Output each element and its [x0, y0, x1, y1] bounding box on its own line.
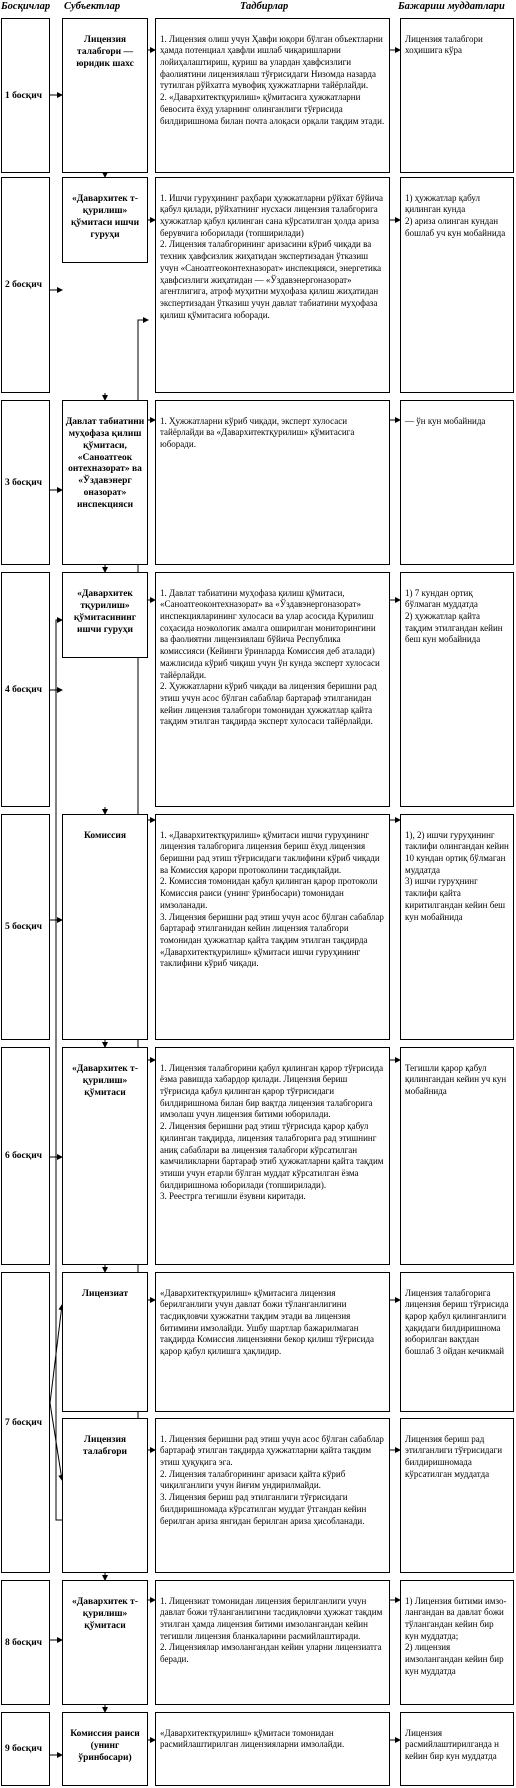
- stage-4-action-text: 1. Давлат табиатини муҳофаза қилиш қўмитаси, «Саноатгеоконтехназорат» ва «Ўздавэнергоназорат» инспекцияларининг хулосаси ва улар асосида Қурилиш соҳасида ноэкологик амалга оширилган мониторингини ва фаолиятни лицензиялаш бўйича Республика комиссияси (Кейинги ўринларда Комиссия деб аталади) мажлисида кўриб чиқиш учун ўн кунда эксперт хулосаси тайёрлайди. 2. Ҳужжатларни кўриб чиқади ва лицензия беришни рад этиш учун асос бўлган сабаблар бартараф этилганидан кейин лицензия талабгори томонидан ҳужжатлар қайта тақдим этилган тақдирда эксперт хулосаси тайёрлайди.: [160, 587, 380, 727]
- stage-9-subject-text: Комиссия раиси (унинг ўринбосари): [70, 1728, 140, 1763]
- stage-1-label: 1 босқич: [5, 90, 43, 101]
- stage-2-action-text: 1. Ишчи гуруҳининг раҳбари ҳужжатларни рўйхат бўйича қабул қилади, рўйхатнинг нусхаси лицензия талабгорига ҳужжатлар қабул қилинган сана кўрсатилган ҳолда ариза берувчига юборилади (топширилади) 2. Лицензия талабгорининг аризасини кўриб чиқади ва техник ҳавфсизлик жиҳатидан экспертизадан ўтказиш учун «Саноатгеоконтехназорат» инспекцияси, энергетика ҳавфсизлиги жиҳатидан — «Ўздавэнергоназорат» агентлигига, атроф муҳитни муҳофаза қилиш жиҳатидан экспертизадан ўтказиш учун давлат табиатини муҳофаза қилиш қўмитасига юборади.: [160, 192, 383, 320]
- stage-5-subject-text: Комиссия: [84, 830, 126, 841]
- stage-3-subject-text: Давлат табиатини муҳофаза қилиш қўмитаси, «Саноатгеок онтехназорат» ва «Ўздавэнерг оназорат» инспекцияси: [65, 416, 145, 510]
- stage-9-action: [155, 1712, 390, 1786]
- stage-7-subject-licensee-text: Лицензиат: [81, 1288, 129, 1299]
- stage-5-action: [155, 814, 390, 1040]
- stage-7-term-applicant: [400, 1418, 514, 1573]
- stage-5-box: [1, 814, 50, 1040]
- stage-6-action-text: 1. Лицензия талабгорини қабул қилинган қарор тўғрисида ёзма равишда хабардор қилади. Лицензия бериш тўғрисида қабул қилинган қарор тўғрисидаги билдиришнома билан бир вақтда лицензия талабгорига имзолаш учун лицензия битими юборилади. 2. Лицензия беришни рад этиш тўғрисида қарор қабул қилинган тақдирда, лицензия талабгорига рад этишнинг аниқ сабаблари ва лицензия талабгори кўрсатилган камчиликларни бартараф этиб ҳужжатларни қайта тақдим этиши учун етарли бўлган муддат кўрсатилган ёзма билдиришнома юборилади (топширилади). 3. Реестрга тегишли ёзувни киритади.: [160, 1062, 384, 1202]
- stage-4-label: 4 босқич: [5, 684, 43, 695]
- stage-6-action: [155, 1047, 390, 1265]
- stage-3-term-text: — ўн кун мобайнида: [405, 415, 486, 426]
- stage-1-action-text: 1. Лицензия олиш учун Ҳавфи юқори бўлган объектларни ҳамда потенциал ҳавфли ишлаб чиқаришларни лойиҳалаштириш, қуриш ва улардан ҳавфсизлиги фаолиятини лицензиялаш тўғрисидаги Низомда назарда тутилган рўйхатга мувофиқ ҳужжатларни тайёрлайди. 2. «Давархитектқурилиш» қўмитасига ҳужжатларни бевосита ёхуд уларнинг олинганлиги тўғрисида билдиришнома билан почта алоқаси орқали тақдим этади.: [160, 33, 385, 126]
- stage-6-box: [1, 1047, 50, 1265]
- stage-7-term-applicant-text: Лицензия бериш рад этилганлиги тўғрисидаги билдиришномада кўрсатилган муддатда: [405, 1433, 503, 1479]
- stage-7-action-applicant: [155, 1418, 390, 1573]
- stage-3-action: [155, 400, 390, 565]
- stage-7-label: 7 босқич: [5, 1417, 43, 1428]
- stage-9-action-text: «Давархитектқурилиш» қўмитаси томонидан расмийлаштирилган лицензияларни имзолайди.: [160, 1727, 345, 1750]
- stage-2-subject: [62, 177, 148, 263]
- stage-2-action: [155, 177, 390, 393]
- stage-8-action: [155, 1580, 390, 1705]
- stage-1-box: [1, 18, 50, 173]
- stage-5-subject: [62, 814, 148, 1040]
- stage-4-subject: [62, 572, 148, 658]
- stage-8-term-text: 1) Лицензия битими имзо-лангандан ва давлат божи тўлангандан кейин бир кун муддатда; 2) лицензия имзолангандан кейин бир кун муддатда: [405, 1595, 507, 1676]
- stage-9-box: [1, 1712, 50, 1786]
- stage-4-box: [1, 572, 50, 807]
- stage-5-term-text: 1), 2) ишчи гуруҳининг таклифи олингандан кейин 10 кундан ортиқ бўлмаган муддатда 3) ишчи гуруҳнинг таклифи қайта киритилгандан кейин беш кун мобайнида: [405, 829, 509, 922]
- stage-2-label: 2 босқич: [5, 280, 43, 290]
- stage-3-subject: [62, 400, 148, 565]
- stage-8-box: [1, 1580, 50, 1705]
- stage-4-term: [400, 572, 514, 807]
- stage-1-action: [155, 18, 390, 173]
- header-terms: Бажариш муддатлари: [398, 1, 505, 12]
- connector-stage7b: [50, 1403, 62, 1480]
- stage-2-subject-text: «Давархитек т-қурилиш» қўмитаси ишчи гуруҳи: [70, 193, 140, 240]
- stage-2-box: [1, 177, 50, 393]
- stage-2-term: [400, 177, 514, 393]
- stage-4-action: [155, 572, 390, 807]
- stage-8-label: 8 босқич: [5, 1637, 43, 1648]
- header-actions: Тадбирлар: [240, 1, 289, 12]
- header-subjects: Субъектлар: [64, 1, 121, 12]
- stage-3-box: [1, 400, 50, 565]
- stage-7-action-applicant-text: 1. Лицензия беришни рад этиш учун асос бўлган сабаблар бартараф этилган тақдирда ҳужжатларни қайта тақдим этиш ҳуқуқига эга. 2. Лицензия талабгорининг аризаси қайта кўриб чиқилганлиги учун йиғим ундирилмайди. 3. Лицензия бериш рад этилганлиги тўғрисидаги билдиришномада кўрсатилган муддат ўтгандан кейин берилган ариза янгидан берилган ариза ҳисобланади.: [160, 1433, 384, 1526]
- stage-7-action-licensee: [155, 1272, 390, 1412]
- stage-4-term-text: 1) 7 кундан ортиқ бўлмаган муддатда 2) ҳужжатлар қайта тақдим этилгандан кейин беш кун мобайнида: [405, 587, 503, 645]
- stage-7-term-licensee-text: Лицензия талабгорига лицензия бериш тўғрисида қарор қабул қилинганлиги ҳақидаги билдиришнома юборилган вақтдан бошлаб 3 ойдан кечикмай: [405, 1287, 509, 1357]
- stage-6-term: [400, 1047, 514, 1265]
- stage-8-term: [400, 1580, 514, 1705]
- stage-6-subject: [62, 1047, 148, 1265]
- stage-3-term: [400, 400, 514, 565]
- stage-2-term-text: 1) ҳужжатлар қабул қилинган кунда 2) ариза олинган кундан бошлаб уч кун мобайнида: [405, 192, 506, 238]
- stage-7-subject-applicant: [62, 1418, 148, 1573]
- stage-1-term-text: Лицензия талабгори хоҳишига кўра: [405, 33, 483, 56]
- stage-5-action-text: 1. «Давархитектқурилиш» қўмитаси ишчи гуруҳининг лицензия талабгорига лицензия бериш ёхуд лицензия беришни рад этиш тўғрисидаги таклифини кўриб чиқади ва Комиссия қарори протоколини тасдиқлайди. 2. Комиссия томонидан қабул қилинган қарор протоколи Комиссия раиси (унинг ўринбосари) томонидан имзоланади. 3. Лицензия беришни рад этиш учун асос бўлган сабаблар бартараф этилганидан кейин лицензия талабгори томонидан ҳужжатлар қайта тақдим этилган тақдирда «Давархитектқурилиш» қўмитаси ишчи гуруҳининг таклифини кўриб чиқади.: [160, 829, 384, 969]
- stage-8-subject-text: «Давархитек т-қурилиш» қўмитаси: [72, 1596, 138, 1631]
- stage-4-subject-text: «Давархитек тқурилиш» қўмитасининг ишчи гуруҳи: [73, 588, 137, 635]
- stage-8-action-text: 1. Лицензиат томонидан лицензия берилганлиги учун давлат божи тўланганлигини тасдиқловчи ҳужжат тақдим этилган ҳамда лицензия битими имзолангандан кейин тегишли лицензия бланкаларини расмийлаштиради. 2. Лицензиялар имзолангандан кейин уларни лицензиатга беради.: [160, 1595, 383, 1665]
- stage-9-subject: [62, 1712, 148, 1786]
- stage-8-subject: [62, 1580, 148, 1705]
- stage-7-box: [1, 1272, 50, 1573]
- stage-9-term-text: Лицензия расмийлаштирилганда н кейин бир кун муддатда: [405, 1727, 499, 1762]
- stage-7-subject-licensee: [62, 1272, 148, 1412]
- stage-9-label: 9 босқич: [5, 1744, 43, 1754]
- stage-5-term: [400, 814, 514, 1040]
- stage-1-subject: [62, 18, 148, 173]
- header-stages: Босқичлар: [1, 1, 51, 12]
- stage-7-action-licensee-text: «Давархитектқурилиш» қўмитасига лицензия берилганлиги учун давлат божи тўланганлигини тасдиқловчи ҳужжатни тақдим этади ва лицензия битимини имзолайди. Ушбу шартлар бажарилмаган тақдирда Комиссия лицензияни бекор қилиш тўғрисида қарор қабул қилишга ҳақлидир.: [160, 1287, 375, 1357]
- connector-stage7a: [50, 1305, 62, 1403]
- stage-6-term-text: Тегишли қарор қабул қилингандан кейин уч кун мобайнида: [405, 1062, 507, 1097]
- stage-1-term: [400, 18, 514, 173]
- stage-6-label: 6 босқич: [5, 1151, 43, 1161]
- stage-7-term-licensee: [400, 1272, 514, 1412]
- stage-1-subject-text: Лицензия талабгори — юридик шахс: [76, 34, 134, 69]
- stage-3-label: 3 босқич: [5, 477, 43, 488]
- stage-9-term: [400, 1712, 514, 1786]
- stage-3-action-text: 1. Ҳужжатларни кўриб чиқади, эксперт хулосаси тайёрлайди ва «Давархитектқурилиш» қўмитасига юборади.: [160, 415, 355, 450]
- stage-5-label: 5 босқич: [5, 922, 43, 932]
- stage-6-subject-text: «Давархитек т-қурилиш» қўмитаси: [72, 1063, 138, 1098]
- stage-7-subject-applicant-text: Лицензия талабгори: [82, 1434, 128, 1457]
